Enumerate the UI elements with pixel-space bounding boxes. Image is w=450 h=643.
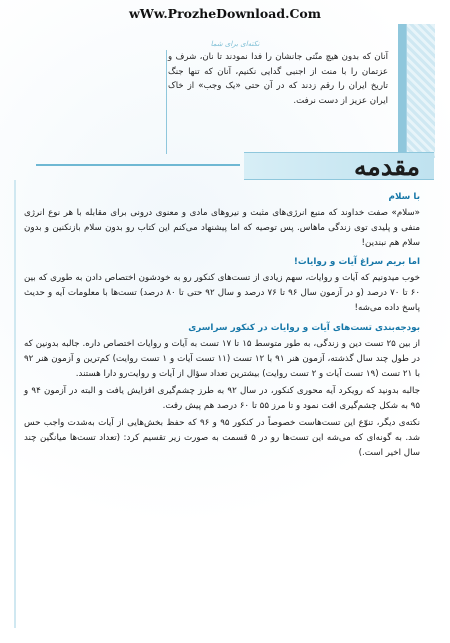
paragraph: از بین ۲۵ تست دین و زندگی، به طور متوسط ۱۵ تا ۱۷ تست به آیات و روایات اختصاص داره. جالبه بدونین که در طول چند سال گذشته، آزمون هنر ۹۱ با ۱۲ تست (۱۱ تست آیات و ۱ تست روایت) کم‌ترین و آزمون هنر ۹۲ با ۲۱ تست (۱۹ تست آیات و ۲ تست روایت) بیشترین تعداد سؤال از آیات و روایت‌رو دارا هستند.	[24, 338, 420, 379]
section-heading-verses: اما بریم سراغ آیات و روایات!	[293, 257, 420, 268]
dedication-quote	[168, 50, 388, 108]
watermark-url: wWw.ProzheDownload.Com	[129, 6, 321, 21]
page-title: مقدمه	[354, 152, 420, 181]
paragraph: خوب میدونیم که آیات و روایات، سهم زیادی از تست‌های کنکور رو به خودشون اختصاص دادن به طوری که بین ۶۰ تا ۷۰ درصد (و در آزمون سال ۹۶ تا ۷۶ درصد و سال ۹۲ حتی تا ۸۰ درصد) تست‌ها با معلومات آیه و حدیث پاسخ داده می‌شه!	[24, 273, 421, 314]
quote-text: آنان که بدون هیچ منّتی جانشان را فدا نمودند تا نان، شرف و عزتمان را با منت از اجنبی گدایی نکنیم، آنان که تنها جنگ تاریخ ایران را رقم زدند که در آن حتی «یک وجب» از خاک ایران عزیز از دست نرفت.	[168, 52, 388, 106]
quote-label: نکته‌ای برای شما	[210, 40, 260, 48]
title-bar	[36, 152, 434, 181]
body-content	[24, 186, 420, 463]
section-heading-budget: بودجه‌بندی تست‌های آیات و روایات در کنکور سراسری	[188, 322, 420, 333]
left-frame-line	[14, 180, 16, 628]
quote-divider	[166, 50, 167, 154]
paragraph: «سلام» صفت خداوند که منبع انرژی‌های مثبت و نیروهای مادی و معنوی درونی برای مقابله با هر نوع انرژی منفی و پلیدی توی زندگی ماهاس. پس توصیه که اما پیشنهاد می‌کنم این کتاب رو بدون سلام بازنکنین و بدون سلام هم نبندین!	[24, 208, 420, 249]
title-rule	[36, 164, 240, 166]
section-heading-greeting: با سلام	[388, 192, 420, 202]
paragraph: جالبه بدونید که رویکرد آیه محوری کنکور، در سال ۹۲ به طرز چشم‌گیری افزایش یافت و البته در آزمون ۹۴ و ۹۵ به شکل چشم‌گیری افت نمود و تا مرز ۵۵ تا ۶۰ درصد هم پیش رفت.	[24, 385, 420, 411]
title-tab	[244, 152, 434, 180]
paragraph: نکته‌ی دیگر، تنوّع این تست‌هاست خصوصاً در کنکور ۹۵ و ۹۶ که حفظ بخش‌هایی از آیات به‌شدت واجب حس شد. به گونه‌ای که می‌شه این تست‌ها رو در ۵ قسمت به صورت زیر تقسیم کرد: (تعداد تست‌ها میانگین چند سال اخیر است.)	[24, 418, 421, 459]
side-decoration	[406, 24, 435, 158]
side-decoration-bar	[398, 24, 406, 158]
